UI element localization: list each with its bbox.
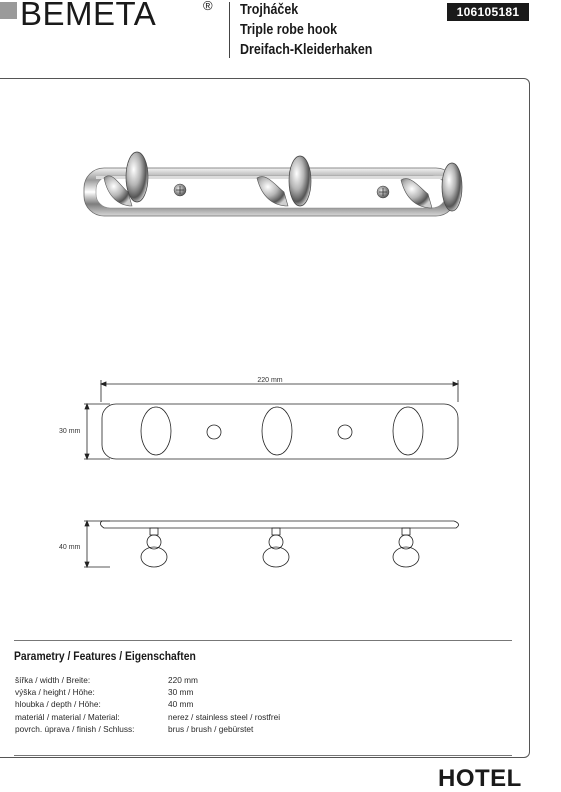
- spec-row: [15, 711, 280, 723]
- product-photo: [84, 152, 462, 216]
- front-view-drawing: [84, 380, 458, 459]
- spec-value: brus / brush / gebürstet: [168, 723, 254, 734]
- spec-key: hloubka / depth / Höhe:: [15, 699, 101, 710]
- category-label: HOTEL: [438, 765, 522, 792]
- features-title: Parametry / Features / Eigenschaften: [14, 651, 196, 663]
- product-code-badge: 106105181: [447, 3, 529, 21]
- spec-key: materiál / material / Material:: [15, 711, 120, 722]
- registered-mark: ®: [203, 0, 213, 13]
- spec-row: [15, 686, 280, 698]
- top-view-drawing: [84, 521, 459, 567]
- spec-key: výška / height / Höhe:: [15, 687, 95, 698]
- product-name-de: Dreifach-Kleiderhaken: [240, 42, 373, 58]
- spec-key: povrch. úprava / finish / Schluss:: [15, 723, 135, 734]
- spec-value: 40 mm: [168, 699, 194, 710]
- spec-row: [15, 674, 280, 686]
- features-table: [15, 674, 280, 735]
- spec-row: [15, 723, 280, 735]
- features-top-rule: [14, 640, 512, 641]
- brand-logo: BEMETA: [20, 0, 157, 32]
- width-dimension-label: 220 mm: [257, 377, 283, 384]
- spec-value: 30 mm: [168, 687, 194, 698]
- spec-value: nerez / stainless steel / rostfrei: [168, 711, 281, 722]
- height-dimension-label: 30 mm: [59, 428, 81, 435]
- product-name-en: Triple robe hook: [240, 22, 338, 38]
- spec-value: 220 mm: [168, 675, 198, 685]
- spec-row: [15, 698, 280, 710]
- spec-key: šířka / width / Breite:: [15, 675, 91, 685]
- depth-dimension-label: 40 mm: [59, 544, 81, 551]
- features-bottom-rule: [14, 755, 512, 756]
- product-name-cz: Trojháček: [240, 2, 299, 18]
